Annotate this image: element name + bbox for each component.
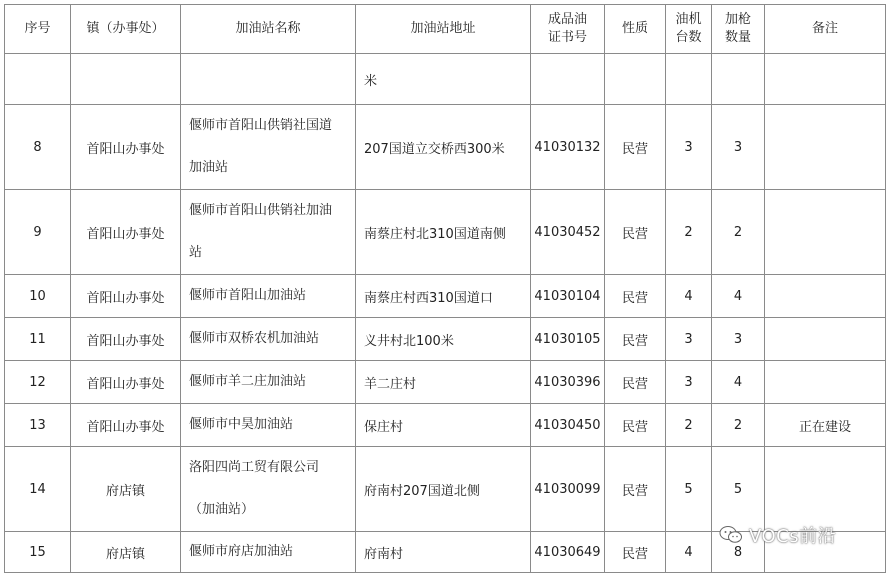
cell-address: 南蔡庄村西310国道口 (356, 275, 531, 318)
table-row (5, 404, 886, 447)
cell-cert: 41030104 (531, 275, 605, 318)
cell-cert: 41030396 (531, 361, 605, 404)
name-line: 加油站 (189, 160, 229, 175)
cell-town: 府店镇 (71, 447, 181, 532)
cell-town: 府店镇 (71, 532, 181, 573)
continuation-row (5, 54, 886, 105)
watermark-text: VOCs前沿 (749, 526, 837, 547)
cell-seq (5, 54, 71, 105)
cell-nature: 民营 (605, 318, 666, 361)
header-town: 镇（办事处） (71, 5, 181, 54)
cell-name (181, 105, 356, 190)
table-row (5, 275, 886, 318)
cell-guns: 2 (712, 404, 765, 447)
header-nature: 性质 (605, 5, 666, 54)
cell-name (181, 447, 356, 532)
cell-address: 207国道立交桥西300米 (356, 105, 531, 190)
cell-address: 南蔡庄村北310国道南侧 (356, 190, 531, 275)
cell-machines: 4 (666, 275, 712, 318)
header-machines-line2: 台数 (675, 30, 702, 45)
name-line: （加油站） (189, 502, 255, 517)
cell-guns: 4 (712, 361, 765, 404)
wechat-icon (719, 525, 743, 545)
cell-remark (765, 190, 886, 275)
cell-guns: 4 (712, 275, 765, 318)
cell-cert: 41030649 (531, 532, 605, 573)
cell-cert: 41030099 (531, 447, 605, 532)
cell-machines: 3 (666, 318, 712, 361)
name-line: 洛阳四尚工贸有限公司 (189, 460, 320, 475)
header-machines-line1: 油机 (675, 12, 702, 27)
cell-nature: 民营 (605, 361, 666, 404)
header-cert-line1: 成品油 (547, 12, 587, 27)
cell-town (71, 54, 181, 105)
header-remark: 备注 (765, 5, 886, 54)
cell-town: 首阳山办事处 (71, 361, 181, 404)
cell-cert: 41030450 (531, 404, 605, 447)
cell-nature: 民营 (605, 447, 666, 532)
cell-guns: 8 (712, 532, 765, 573)
cell-town: 首阳山办事处 (71, 404, 181, 447)
header-cert-line2: 证书号 (547, 30, 587, 45)
cell-address: 保庄村 (356, 404, 531, 447)
cell-nature: 民营 (605, 190, 666, 275)
cell-machines (666, 54, 712, 105)
cell-seq: 10 (5, 275, 71, 318)
cell-cert (531, 54, 605, 105)
cell-remark (765, 361, 886, 404)
header-machines (666, 5, 712, 54)
cell-name (181, 54, 356, 105)
cell-seq: 8 (5, 105, 71, 190)
cell-seq: 14 (5, 447, 71, 532)
cell-cert: 41030452 (531, 190, 605, 275)
cell-machines: 4 (666, 532, 712, 573)
header-seq: 序号 (5, 5, 71, 54)
table-row (5, 447, 886, 532)
header-row (5, 5, 886, 54)
name-line: 站 (189, 245, 203, 260)
cell-remark: 正在建设 (765, 404, 886, 447)
cell-town: 首阳山办事处 (71, 318, 181, 361)
cell-machines: 2 (666, 190, 712, 275)
cell-name: 偃师市羊二庄加油站 (181, 361, 356, 404)
cell-cert: 41030105 (531, 318, 605, 361)
header-guns-line1: 加枪 (724, 12, 751, 27)
name-line: 偃师市首阳山供销社国道 (189, 118, 333, 133)
table-row (5, 105, 886, 190)
cell-remark (765, 54, 886, 105)
cell-cert: 41030132 (531, 105, 605, 190)
cell-address: 羊二庄村 (356, 361, 531, 404)
cell-nature: 民营 (605, 105, 666, 190)
gas-station-table (4, 4, 886, 573)
cell-address: 义井村北100米 (356, 318, 531, 361)
header-cert (531, 5, 605, 54)
cell-guns (712, 54, 765, 105)
cell-machines: 3 (666, 361, 712, 404)
cell-seq: 13 (5, 404, 71, 447)
cell-seq: 9 (5, 190, 71, 275)
table-row (5, 318, 886, 361)
name-line: 偃师市首阳山供销社加油 (189, 203, 333, 218)
cell-nature: 民营 (605, 532, 666, 573)
watermark (719, 522, 836, 548)
cell-remark (765, 447, 886, 532)
cell-guns: 2 (712, 190, 765, 275)
cell-machines: 5 (666, 447, 712, 532)
cell-guns: 5 (712, 447, 765, 532)
cell-seq: 15 (5, 532, 71, 573)
cell-name: 偃师市双桥农机加油站 (181, 318, 356, 361)
header-name: 加油站名称 (181, 5, 356, 54)
table-row (5, 190, 886, 275)
header-guns-line2: 数量 (724, 30, 751, 45)
cell-town: 首阳山办事处 (71, 190, 181, 275)
cell-nature: 民营 (605, 275, 666, 318)
cell-nature: 民营 (605, 404, 666, 447)
cell-name: 偃师市府店加油站 (181, 532, 356, 573)
cell-name (181, 190, 356, 275)
cell-remark (765, 275, 886, 318)
cell-machines: 2 (666, 404, 712, 447)
cell-seq: 12 (5, 361, 71, 404)
cell-town: 首阳山办事处 (71, 105, 181, 190)
cell-guns: 3 (712, 318, 765, 361)
cell-address: 米 (356, 54, 531, 105)
cell-seq: 11 (5, 318, 71, 361)
cell-machines: 3 (666, 105, 712, 190)
cell-address: 府南村207国道北侧 (356, 447, 531, 532)
table-row (5, 361, 886, 404)
cell-address: 府南村 (356, 532, 531, 573)
cell-nature (605, 54, 666, 105)
cell-guns: 3 (712, 105, 765, 190)
cell-remark (765, 105, 886, 190)
cell-remark (765, 318, 886, 361)
cell-name: 偃师市首阳山加油站 (181, 275, 356, 318)
cell-name: 偃师市中昊加油站 (181, 404, 356, 447)
header-guns (712, 5, 765, 54)
header-address: 加油站地址 (356, 5, 531, 54)
cell-town: 首阳山办事处 (71, 275, 181, 318)
